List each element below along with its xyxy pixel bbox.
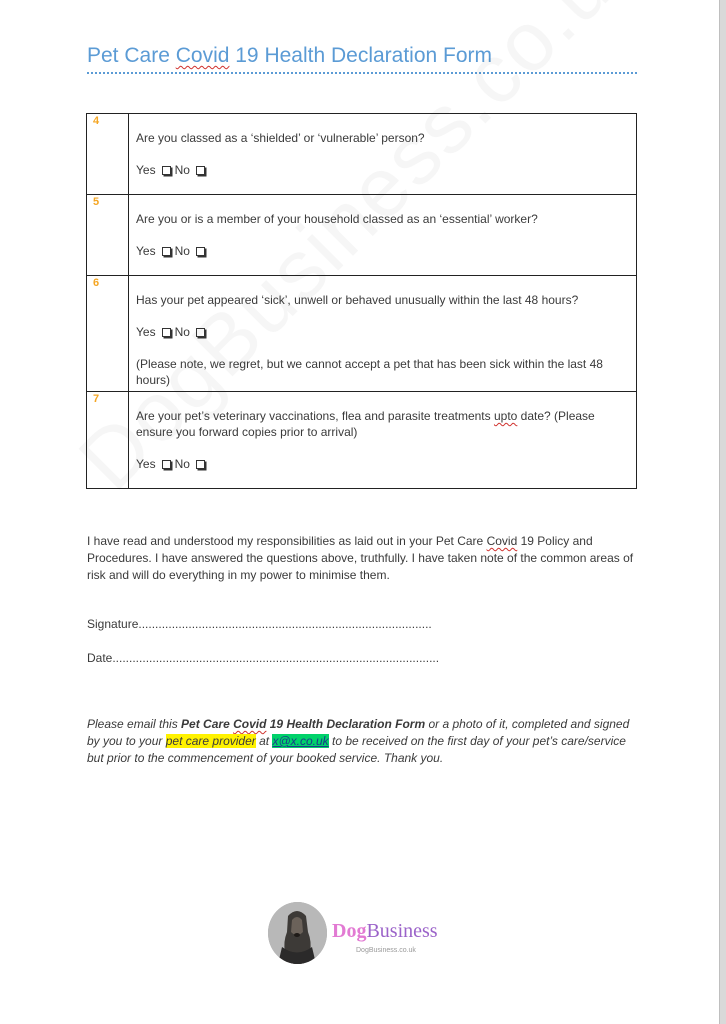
yes-checkbox[interactable]	[162, 247, 171, 256]
question-number: 4	[87, 114, 129, 195]
signature-line[interactable]: Signature........................................................................................	[87, 617, 432, 631]
yes-no-options	[136, 243, 628, 259]
question-row-6	[87, 276, 637, 392]
no-label: No	[174, 163, 190, 177]
yes-checkbox[interactable]	[162, 328, 171, 337]
page-title: Pet Care Covid 19 Health Declaration Form	[87, 44, 493, 67]
question-number: 7	[87, 392, 129, 489]
no-label: No	[174, 244, 190, 258]
question-text: Are you or is a member of your household classed as an ‘essential’ worker?	[136, 212, 538, 226]
yes-label: Yes	[136, 457, 156, 471]
question-number: 5	[87, 195, 129, 276]
date-line[interactable]: Date..................................................................................................	[87, 651, 440, 665]
yes-checkbox[interactable]	[162, 460, 171, 469]
question-text: Has your pet appeared ‘sick’, unwell or behaved unusually within the last 48 hours?	[136, 293, 579, 307]
no-checkbox[interactable]	[196, 166, 205, 175]
yes-label: Yes	[136, 244, 156, 258]
question-body	[129, 276, 637, 392]
question-body	[129, 392, 637, 489]
question-body	[129, 114, 637, 195]
question-row-5	[87, 195, 637, 276]
question-note: (Please note, we regret, but we cannot accept a pet that has been sick within the last 48 hours)	[136, 357, 603, 387]
page-edge-line	[719, 0, 720, 1024]
logo-url: DogBusiness.co.uk	[356, 947, 416, 954]
yes-label: Yes	[136, 163, 156, 177]
yes-label: Yes	[136, 325, 156, 339]
dogbusiness-logo	[268, 902, 468, 964]
highlight-pet-care-provider: pet care provider	[165, 734, 256, 748]
question-body	[129, 195, 637, 276]
page-edge	[720, 0, 726, 1024]
question-row-7	[87, 392, 637, 489]
title-dotted-rule	[87, 72, 637, 74]
yes-checkbox[interactable]	[162, 166, 171, 175]
questions-table	[86, 113, 637, 489]
no-label: No	[174, 457, 190, 471]
question-row-4	[87, 114, 637, 195]
logo-brand-name: DogBusiness	[332, 920, 438, 942]
no-checkbox[interactable]	[196, 328, 205, 337]
yes-no-options	[136, 324, 628, 340]
question-text: Are you classed as a ‘shielded’ or ‘vulnerable’ person?	[136, 131, 425, 145]
no-checkbox[interactable]	[196, 460, 205, 469]
yes-no-options	[136, 456, 628, 472]
declaration-text: I have read and understood my responsibilities as laid out in your Pet Care Covid 19 Policy and Procedures. I have answered the questions above, truthfully. I have taken note of the common areas of risk and will do everything in my power to minimise them.	[87, 534, 634, 582]
question-text: Are your pet’s veterinary vaccinations, flea and parasite treatments upto date? (Please ensure you forward copies prior to arrival)	[136, 409, 595, 439]
question-number: 6	[87, 276, 129, 392]
yes-no-options	[136, 162, 628, 178]
no-label: No	[174, 325, 190, 339]
email-link[interactable]: x@x.co.uk	[272, 734, 329, 748]
email-instructions: Please email this Pet Care Covid 19 Health Declaration Form or a photo of it, completed and signed by you to your pet care provider at x@x.co.uk to be received on the first day of your pet’s care/service but prior to the commencement of your booked service. Thank you.	[87, 717, 630, 765]
dog-portrait-icon	[268, 902, 327, 964]
no-checkbox[interactable]	[196, 247, 205, 256]
